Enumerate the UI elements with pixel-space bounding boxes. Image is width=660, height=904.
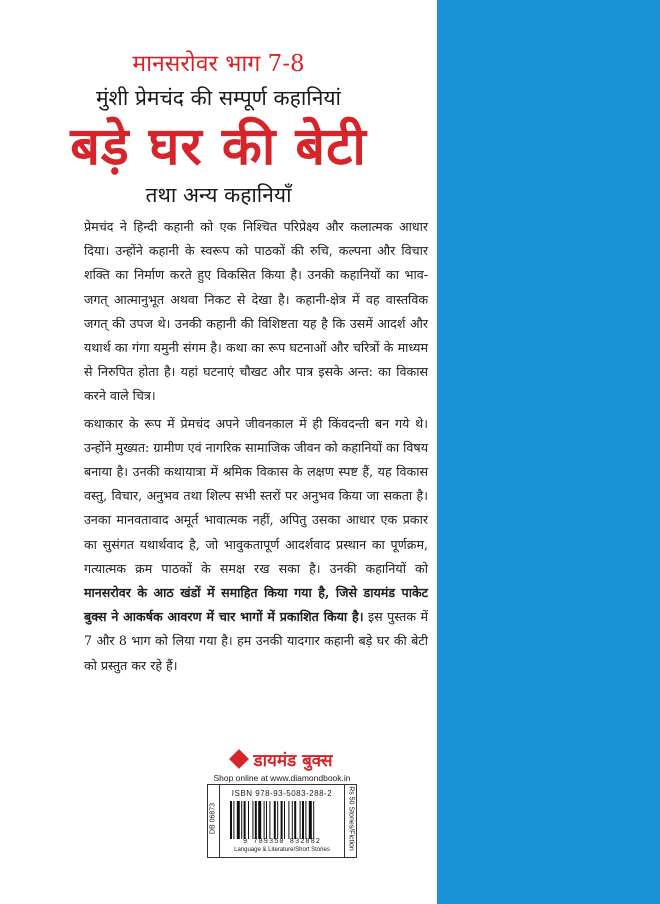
barcode-left-code: DB 06873 — [209, 802, 217, 835]
publisher-logo — [204, 747, 360, 771]
barcode-bar — [258, 801, 261, 839]
barcode-bar — [288, 801, 289, 839]
barcode-bar — [281, 801, 283, 839]
publisher-block — [204, 747, 360, 783]
barcode-bar — [241, 801, 242, 839]
barcode-bar — [244, 801, 246, 839]
barcode-bar — [264, 801, 265, 839]
barcode-bar — [230, 801, 232, 839]
publisher-shop-url: Shop online at www.diamondbook.in — [213, 773, 351, 783]
barcode-bar — [237, 801, 240, 839]
barcode-category: Language & Literature/Short Stories — [234, 847, 330, 853]
barcode-bar — [284, 801, 285, 839]
barcode-bar — [252, 801, 253, 839]
series-title: मानसरोवर भाग 7-8 — [132, 51, 305, 77]
blurb-p2-intro: कथाकार के रूप में प्रेमचंद अपने जीवनकाल में ही किंवदन्ती बन गये थे। उन्होंने मुख्यत: ग्रामीण एवं नागरिक सामाजिक जीवन को कहानियों का विषय बनाया है। उनकी कथायात्रा में श्रमिक विकास के लक्षण स्पष्ट हैं, यह विकास वस्तु, विचार, अनुभव तथा शिल्प सभी स्तरों पर अनुभव किया जा सकता है। उनका मानवतावाद अमूर्त भावात्मक नहीं, अपितु उसका आधार एक प्रकार का सुसंगत यथार्थवाद है, जो भावुकतापूर्ण आदर्शवाद प्रस्थान का पूर्णक्रम, गत्यात्मक क्रम पाठकों के समक्ष रख सका है। उनकी कहानियों को — [84, 415, 428, 576]
publisher-name: डायमंड बुक्स — [253, 750, 333, 771]
barcode-bar — [248, 801, 249, 839]
blurb-paragraph-2 — [84, 412, 428, 678]
barcode-bar — [277, 801, 278, 839]
barcode-right-text: Rs 50 Stories/Fiction — [347, 786, 355, 851]
isbn-text: ISBN 978-93-5083-288-2 — [231, 789, 333, 798]
barcode-right-strip — [344, 785, 357, 857]
blurb-paragraph-1: प्रेमचंद ने हिन्दी कहानी को एक निश्चित परिप्रेक्ष्य और कलात्मक आधार दिया। उन्होंने कहानी के स्वरूप को पाठकों की रुचि, कल्पना और विचार शक्ति का निर्माण करते हुए विकसित किया है। उनकी कहानियों का भाव-जगत् आत्मानुभूत अथवा निकट से देखा है। कहानी-क्षेत्र में वह वास्तविक जगत् की उपज थे। उनकी कहानी की विशिष्टता यह है कि उसमें आदर्श और यथार्थ का गंगा यमुनी संगम है। कथा का रूप घटनाओं और चरित्रों के माध्यम से निरुपित होता है। यहां घटनाएं चौखट और पात्र इसके अन्त: का विकास करने वाले चित्र। — [84, 219, 428, 404]
cover-spine-panel — [437, 0, 660, 904]
barcode-left-strip — [207, 785, 220, 857]
barcode-box — [207, 784, 357, 858]
blurb-text — [84, 215, 428, 681]
blurb-p2-end: इस पुस्तक में 7 और 8 भाग को लिया गया है। हम उनकी यादगार कहानी बड़े घर की बेटी को प्रस्तुत कर रहे हैं। — [84, 609, 429, 673]
author-subtitle: मुंशी प्रेमचंद की सम्पूर्ण कहानियां — [96, 86, 341, 110]
barcode-bar — [292, 801, 293, 839]
barcode-bar — [313, 801, 314, 839]
book-title: बड़े घर की बेटी — [70, 117, 367, 177]
barcode-bar — [300, 801, 301, 839]
barcode-bar — [274, 801, 276, 839]
diamond-icon — [229, 749, 249, 769]
blurb-p2-bold: मानसरोवर के आठ खंडों में समाहित किया गया है, जिसे डायमंड पाकेट बुक्स ने आकर्षक आवरण में चार भागों में प्रकाशित किया है। — [84, 585, 428, 625]
other-stories-subtitle: तथा अन्य कहानियाँ — [145, 183, 292, 207]
barcode-bars — [230, 801, 334, 839]
barcode-bar — [266, 801, 267, 839]
barcode-bar — [269, 801, 270, 839]
barcode-bar — [255, 801, 257, 839]
barcode-bar — [309, 801, 312, 839]
barcode-bar — [233, 801, 234, 839]
barcode-bar — [305, 801, 306, 839]
barcode-bar — [302, 801, 304, 839]
barcode-digits: 9 789350 832882 — [242, 838, 321, 846]
barcode-bar — [294, 801, 296, 839]
